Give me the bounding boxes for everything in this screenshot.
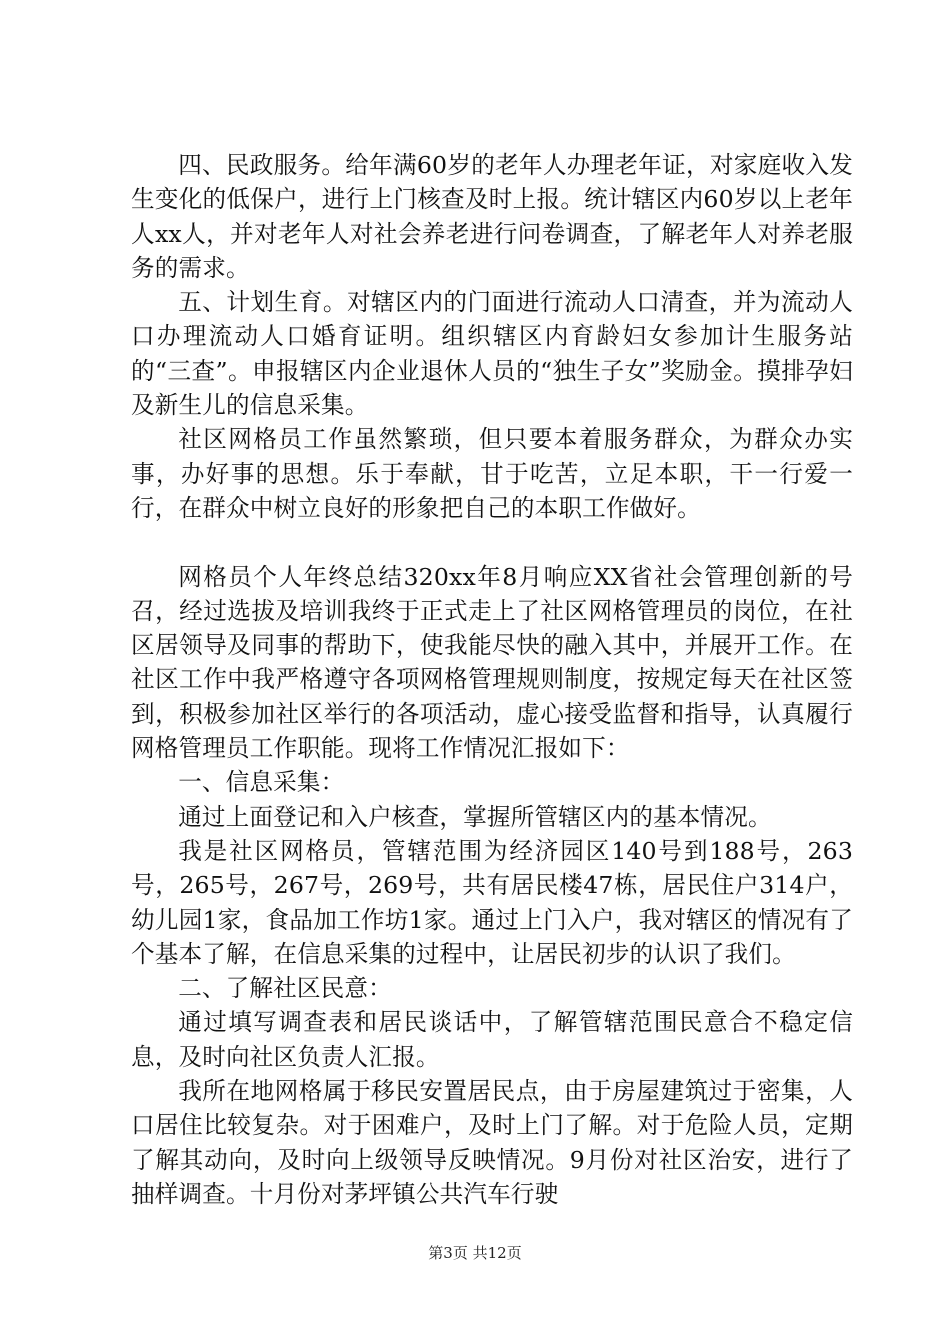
heading-information-collection: 一、信息采集： — [178, 768, 345, 797]
paragraph-family-planning: 五、计划生育。对辖区内的门面进行流动人口清查，并为流动人口办理流动人口婚育证明。组织辖区内育龄妇女参加计生服务站的“三查”。申报辖区内企业退休人员的“独生子女”奖励金。摸排孕妇及新生儿的信息采集。 — [131, 288, 853, 420]
paragraph-survey-report: 通过填写调查表和居民谈话中，了解管辖范围民意合不稳定信息，及时向社区负责人汇报。 — [131, 1008, 853, 1071]
section-spacer — [131, 525, 853, 559]
paragraph-resettlement-area: 我所在地网格属于移民安置居民点，由于房屋建筑过于密集，人口居住比较复杂。对于困难户，及时上门了解。对于危险人员，定期了解其动向，及时向上级领导反映情况。9月份对社区治安，进行了抽样调查。十月份对茅坪镇公共汽车行驶 — [131, 1077, 853, 1208]
paragraph-registration-check: 通过上面登记和入户核查，掌握所管辖区内的基本情况。 — [178, 802, 772, 831]
paragraph-civil-affairs: 四、民政服务。给年满60岁的老年人办理老年证，对家庭收入发生变化的低保户，进行上门核查及时上报。统计辖区内60岁以上老年人xx人，并对老年人对社会养老进行问卷调查，了解老年人对养老服务的需求。 — [131, 151, 853, 282]
paragraph-summary-intro: 网格员个人年终总结320xx年8月响应XX省社会管理创新的号召，经过选拔及培训我终于正式走上了社区网格管理员的岗位，在社区居领导及同事的帮助下，使我能尽快的融入其中，并展开工作。在社区工作中我严格遵守各项网格管理规则制度，按规定每天在社区签到，积极参加社区举行的各项活动，虚心接受监督和指导，认真履行网格管理员工作职能。现将工作情况汇报如下： — [131, 562, 853, 763]
page-number-footer: 第3页 共12页 — [428, 1244, 522, 1262]
heading-community-opinion: 二、了解社区民意： — [178, 974, 392, 1003]
paragraph-grid-scope: 我是社区网格员，管辖范围为经济园区140号到188号，263号，265号，267号，269号，共有居民楼47栋，居民住户314户，幼儿园1家，食品加工作坊1家。通过上门入户，我对辖区的情况有了个基本了解，在信息采集的过程中，让居民初步的认识了我们。 — [131, 836, 853, 968]
document-body — [131, 148, 853, 1211]
paragraph-closing-remarks: 社区网格员工作虽然繁琐，但只要本着服务群众，为群众办实事，办好事的思想。乐于奉献，甘于吃苦，立足本职，干一行爱一行，在群众中树立良好的形象把自己的本职工作做好。 — [131, 425, 853, 522]
